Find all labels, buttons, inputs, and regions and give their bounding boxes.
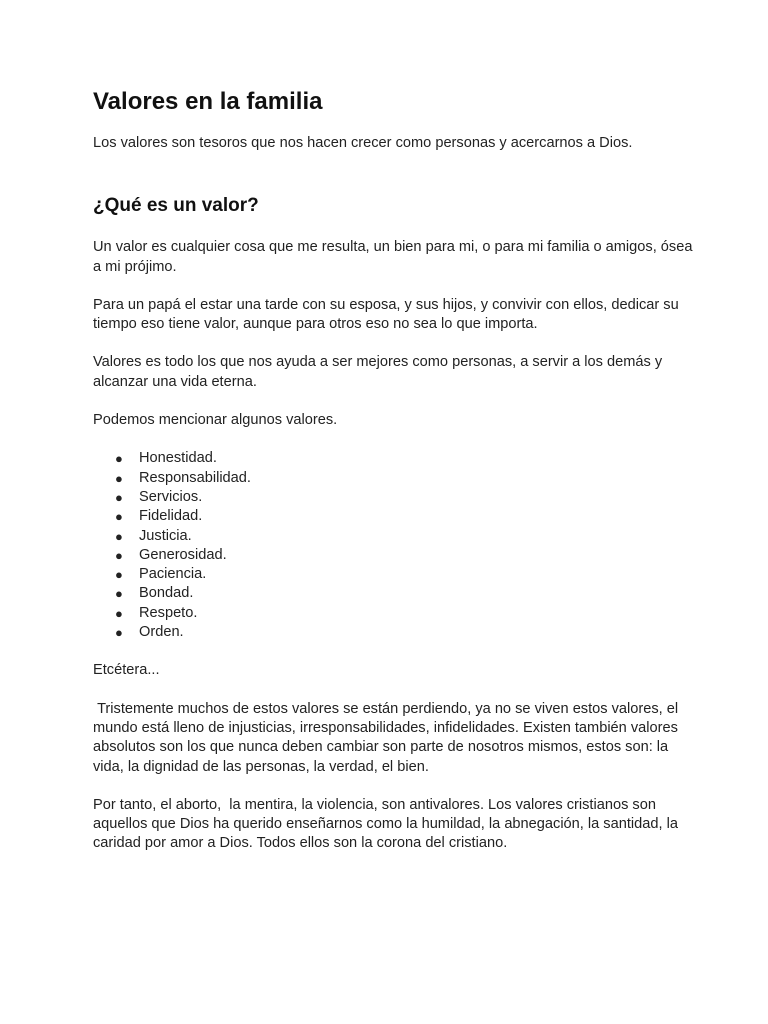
bullet-icon: ● (115, 586, 123, 602)
paragraph-list-intro: Podemos mencionar algunos valores. (93, 412, 338, 429)
values-list (93, 449, 693, 642)
list-item-label: Generosidad. (139, 546, 227, 563)
list-item (93, 527, 693, 546)
bullet-icon: ● (115, 625, 123, 641)
bullet-icon: ● (115, 528, 123, 544)
list-item (93, 584, 693, 603)
list-item (93, 507, 693, 526)
bullet-icon: ● (115, 489, 123, 505)
list-item (93, 546, 693, 565)
etcetera-line: Etcétera... (93, 662, 160, 679)
paragraph-definition: Un valor es cualquier cosa que me resulta, un bien para mi, o para mi familia o amigos, ósea a mi prójimo. (93, 239, 693, 275)
bullet-icon: ● (115, 451, 123, 467)
list-item-label: Servicios. (139, 488, 203, 505)
paragraph-purpose: Valores es todo los que nos ayuda a ser mejores como personas, a servir a los demás y alcanzar una vida eterna. (93, 354, 663, 390)
list-item (93, 449, 693, 468)
list-item-label: Bondad. (139, 585, 194, 602)
intro-paragraph: Los valores son tesoros que nos hacen crecer como personas y acercarnos a Dios. (93, 135, 633, 151)
list-item (93, 565, 693, 584)
list-item-label: Responsabilidad. (139, 469, 251, 486)
list-item-label: Fidelidad. (139, 508, 203, 525)
page-title: Valores en la familia (93, 88, 323, 115)
list-item-label: Justicia. (139, 527, 192, 544)
bullet-icon: ● (115, 547, 123, 563)
document-body (93, 88, 693, 854)
list-item-label: Paciencia. (139, 566, 207, 583)
list-item-label: Orden. (139, 624, 184, 641)
paragraph-lost-values: Tristemente muchos de estos valores se están perdiendo, ya no se viven estos valores, el mundo está lleno de injusticias, irresponsabilidades, infidelidades. Existen también valores absolutos son los que nunca deben cambiar son parte de nosotros mismos, estos son: la vida, la dignidad de las personas, la verdad, el bien. (93, 700, 683, 775)
list-item (93, 488, 693, 507)
list-item (93, 604, 693, 623)
list-item-label: Respeto. (139, 604, 198, 621)
list-item-label: Honestidad. (139, 450, 217, 467)
bullet-icon: ● (115, 470, 123, 486)
list-item (93, 469, 693, 488)
bullet-icon: ● (115, 605, 123, 621)
paragraph-antivalues: Por tanto, el aborto, la mentira, la violencia, son antivalores. Los valores cristianos son aquellos que Dios ha querido enseñarnos como la humildad, la abnegación, la santidad, la caridad por amor a Dios. Todos ellos son la corona del cristiano. (93, 796, 683, 852)
list-item (93, 623, 693, 642)
section-heading: ¿Qué es un valor? (93, 195, 259, 217)
paragraph-example: Para un papá el estar una tarde con su esposa, y sus hijos, y convivir con ellos, dedicar su tiempo eso tiene valor, aunque para otros eso no sea lo que importa. (93, 296, 679, 333)
bullet-icon: ● (115, 509, 123, 525)
bullet-icon: ● (115, 567, 123, 583)
